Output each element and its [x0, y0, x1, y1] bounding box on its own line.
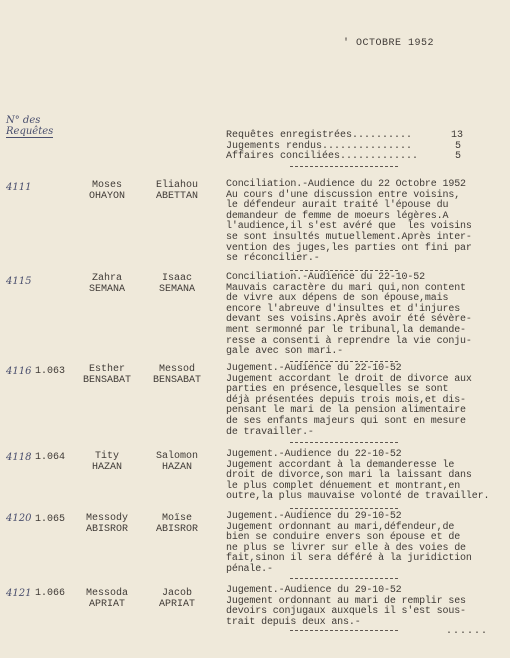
judgment-number: 1.065 — [35, 514, 66, 525]
entry-text: Conciliation.-Audience du 22 Octobre 1952 Au cours d'une discussion entre voisins, le défendeur aurait traité l'épouse du demandeur de femme de moeurs légères.A l'audience,il s'est avéré que les voisins se sont insultés mutuellement.Après inter- vention des juges,les parties ont fini par se réconcilier.- — [226, 179, 472, 265]
separator-line — [290, 166, 400, 167]
defendant-name: Eliahou ABETTAN — [155, 180, 198, 202]
closing-dots: ...... — [446, 626, 489, 637]
tally-value: 5 — [454, 151, 461, 162]
tally-label: Affaires conciliées............. — [226, 151, 419, 162]
defendant-name: Moïse ABISROR — [155, 513, 198, 535]
tally-label: Requêtes enregistrées.......... — [226, 130, 413, 141]
entry-text: Conciliation.-Audience du 22-10-52 Mauvais caractère du mari qui,non content de vivre aux dépens de son épouse,mais encore l'abreuve d'insultes et d'injures devant ses voisins.Après avoir été sévère- ment sermonné par le tribunal,la demande- resse a consenti à reprendre la vie conju- gale avec son mari.- — [226, 272, 472, 358]
tally-value: 13 — [451, 130, 464, 141]
tally-label: Jugements rendus............... — [226, 140, 413, 152]
requete-number: 4121 — [6, 588, 32, 599]
separator-line — [290, 630, 400, 631]
defendant-name: Salomon HAZAN — [155, 451, 198, 473]
margin-heading-line1: N° des — [6, 115, 41, 126]
defendant-name: Isaac SEMANA — [158, 273, 195, 295]
plaintiff-name: Moses OHAYON — [88, 180, 125, 202]
requete-number: 4111 — [6, 182, 32, 193]
defendant-name: Jacob APRIAT — [158, 588, 195, 610]
requete-number: 4118 — [6, 452, 32, 463]
separator-line — [290, 361, 400, 362]
separator-line — [290, 508, 400, 509]
judgment-number: 1.063 — [35, 366, 66, 377]
entry-text: Jugement.-Audience du 29-10-52 Jugement ordonnant au mari,défendeur,de bien se conduire envers son épouse et de ne plus se livrer sur elle à des voies de fait,sinon il sera déféré à la juridiction pénale.- — [226, 511, 472, 575]
defendant-name: Messod BENSABAT — [152, 364, 201, 386]
separator-line — [290, 270, 400, 271]
judgment-number: 1.066 — [35, 588, 66, 599]
page-date-header: ' OCTOBRE 1952 — [343, 38, 435, 49]
plaintiff-name: Messoda APRIAT — [85, 588, 128, 610]
requete-number: 4115 — [6, 276, 32, 287]
plaintiff-name: Messody ABISROR — [85, 513, 128, 535]
entry-text: Jugement.-Audience du 22-10-52 Jugement accordant le droit de divorce aux parties en présence,lesquelles se sont déjà présentées depuis trois mois,et dis- pensant le mari de la pension alimentaire de ses enfants majeurs qui sont en mesure de travailler.- — [226, 363, 472, 438]
margin-heading-line2: Requêtes — [6, 126, 54, 137]
separator-line — [290, 442, 400, 443]
entry-text: Jugement.-Audience du 29-10-52 Jugement ordonnant au mari de remplir ses devoirs conjugaux auxquels il s'est sous- trait depuis deux ans.- — [226, 585, 466, 628]
judgment-number: 1.064 — [35, 452, 66, 463]
requete-number: 4120 — [6, 513, 32, 524]
requete-number: 4116 — [6, 366, 32, 377]
separator-line — [290, 578, 400, 579]
plaintiff-name: Esther BENSABAT — [82, 364, 131, 386]
plaintiff-name: Tity HAZAN — [91, 451, 122, 473]
entry-text: Jugement.-Audience du 22-10-52 Jugement accordant à la demanderesse le droit de divorce,son mari la laissant dans le plus complet dénuement et montrant,en outre,la plus mauvaise volonté de travailler. — [226, 449, 490, 503]
plaintiff-name: Zahra SEMANA — [88, 273, 125, 295]
tally-value: 5 — [454, 140, 461, 152]
